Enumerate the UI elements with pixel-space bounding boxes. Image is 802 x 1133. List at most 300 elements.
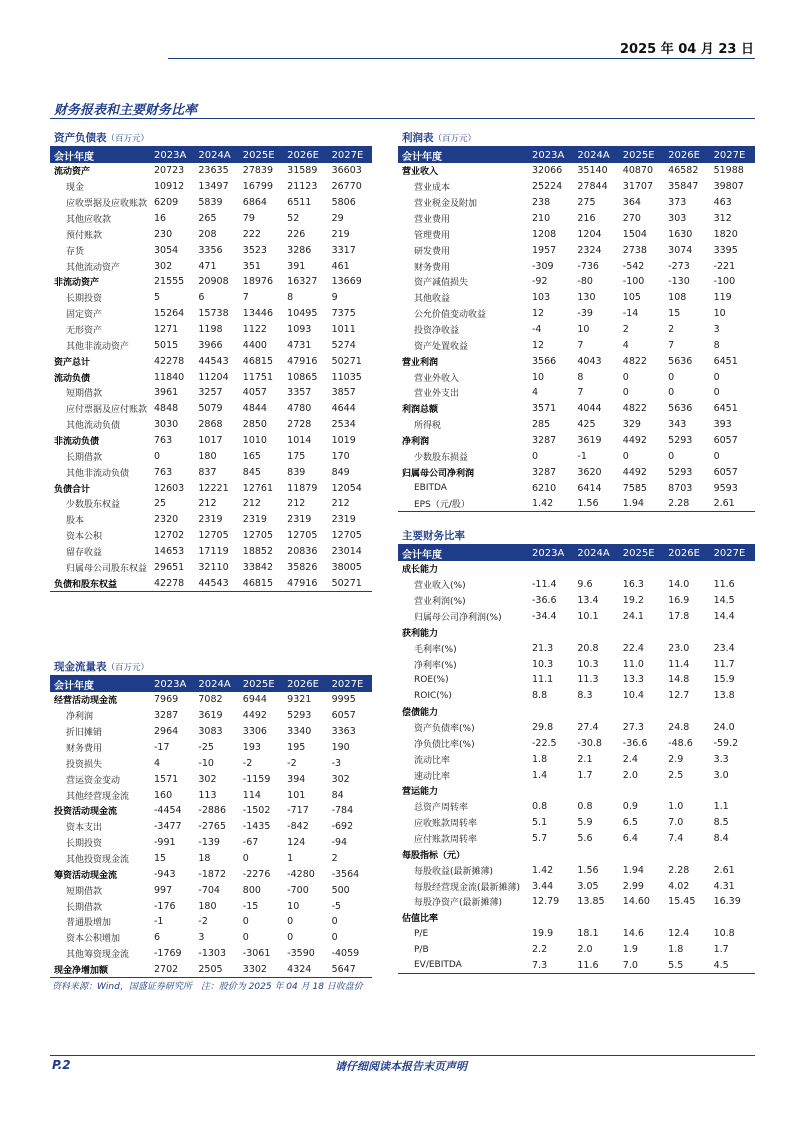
- cell-value: 29: [331, 213, 344, 224]
- cell-value: [619, 624, 664, 640]
- cell-value: -221: [713, 260, 736, 272]
- cell-value: [664, 561, 709, 577]
- cell-value: 5079: [198, 403, 223, 415]
- cell-value: 7: [668, 339, 675, 351]
- cell-value: 0.8: [577, 801, 593, 813]
- cell-value: 8.5: [713, 817, 729, 829]
- cell-value: [573, 846, 618, 862]
- row-label: 应付票据及应付账款: [66, 405, 148, 416]
- cell-value: 10: [713, 308, 726, 320]
- cell-value: 3857: [331, 387, 356, 399]
- cell-value: 105: [622, 292, 641, 304]
- cell-value: [573, 783, 618, 799]
- cell-value: -704: [198, 884, 220, 896]
- row-label: 固定资产: [66, 310, 103, 321]
- cell-value: 180: [198, 450, 217, 462]
- cell-value: [619, 704, 664, 720]
- cell-value: 2.0: [577, 944, 593, 956]
- cell-value: 12705: [198, 530, 229, 542]
- table-row: [398, 577, 755, 593]
- cell-value: 15: [668, 308, 681, 320]
- table-row: [50, 724, 372, 740]
- cell-value: -2276: [242, 868, 271, 880]
- cell-value: 3523: [242, 244, 267, 256]
- row-label: 归属母公司净利润(%): [414, 613, 502, 623]
- table-header-row: [398, 147, 755, 163]
- cell-value: [619, 910, 664, 926]
- cell-value: 3286: [287, 244, 312, 256]
- cell-value: [573, 704, 618, 720]
- cell-value: 2320: [154, 514, 179, 526]
- ratios-title-text: 主要财务比率: [402, 530, 465, 542]
- header-rule: [168, 58, 755, 59]
- cell-value: 5.1: [532, 817, 548, 829]
- cell-value: 7082: [198, 694, 223, 706]
- cell-value: [710, 910, 755, 926]
- cell-value: 7: [577, 339, 584, 351]
- cell-value: [573, 910, 618, 926]
- row-label: 财务费用: [414, 262, 451, 273]
- cell-value: 4780: [287, 403, 312, 415]
- cell-value: 6451: [713, 355, 738, 367]
- cell-value: 0: [242, 916, 249, 928]
- row-label: 流动负债: [54, 373, 91, 384]
- cell-value: 500: [331, 884, 350, 896]
- table-row: [50, 163, 372, 179]
- cell-value: -2: [198, 916, 208, 928]
- row-label: 其他流动资产: [66, 262, 121, 273]
- table-row: [50, 755, 372, 771]
- table-row: [398, 464, 755, 480]
- cell-value: -717: [287, 805, 309, 817]
- cash-flow-table: [50, 676, 372, 978]
- cell-value: -25: [198, 742, 214, 753]
- table-row: [398, 195, 755, 211]
- row-label: 每股经营现金流(最新摊薄): [414, 882, 521, 893]
- cell-value: 1.9: [622, 944, 638, 956]
- cell-value: 1019: [331, 435, 356, 447]
- cell-value: -2765: [198, 821, 226, 833]
- cell-value: 2.28: [668, 864, 690, 876]
- cell-value: 3356: [198, 244, 223, 256]
- cell-value: 9593: [713, 482, 738, 494]
- cell-value: 13497: [198, 181, 229, 193]
- cell-value: 3287: [154, 710, 179, 722]
- cell-value: -3: [331, 757, 342, 769]
- cell-value: 14.6: [622, 928, 644, 940]
- cell-value: 27839: [242, 165, 274, 177]
- row-label: 净负债比率(%): [414, 739, 475, 750]
- cell-value: 763: [154, 435, 173, 447]
- cell-value: 4731: [287, 339, 312, 351]
- cell-value: -4280: [287, 868, 315, 880]
- table-row: [398, 799, 755, 815]
- table-row: [398, 211, 755, 227]
- table-row: [50, 369, 372, 385]
- row-label: 速动比率: [414, 771, 451, 782]
- column-header-year: 2027E: [710, 147, 755, 163]
- row-label: 经营活动现金流: [54, 696, 118, 707]
- cell-value: 3340: [287, 726, 312, 738]
- cash-flow-title: [50, 659, 372, 675]
- cell-value: 6057: [713, 466, 738, 478]
- cell-value: 6414: [577, 482, 602, 494]
- row-label: 现金净增加额: [50, 962, 150, 978]
- cell-value: 1208: [532, 228, 557, 240]
- cell-value: 39807: [713, 181, 744, 193]
- row-label: 财务费用: [66, 744, 103, 754]
- cell-value: 15.45: [668, 896, 696, 908]
- cell-value: -2: [242, 757, 253, 769]
- cell-value: [664, 846, 709, 862]
- cell-value: [710, 846, 755, 862]
- column-header-year: 2023A: [150, 676, 194, 692]
- cell-value: 11751: [242, 371, 274, 383]
- cell-value: 12.7: [668, 690, 690, 702]
- table-row: [50, 819, 372, 835]
- cell-value: 4492: [622, 466, 647, 478]
- cell-value: -1159: [242, 773, 271, 785]
- balance-sheet-unit: （百万元）: [106, 134, 150, 144]
- table-row: [50, 337, 372, 353]
- table-row: [50, 771, 372, 787]
- table-row: [50, 708, 372, 724]
- cell-value: 44543: [194, 575, 238, 591]
- cell-value: -100: [713, 276, 736, 288]
- cell-value: [710, 704, 755, 720]
- cell-value: 20908: [198, 276, 229, 288]
- row-label: 应收票据及应收账款: [66, 199, 148, 210]
- balance-sheet-title-text: 资产负债表: [54, 132, 107, 144]
- cell-value: 15: [154, 853, 167, 865]
- cell-value: 1.42: [528, 496, 573, 512]
- table-row: [50, 930, 372, 946]
- cell-value: 3: [713, 324, 720, 336]
- cell-value: 6.4: [622, 833, 638, 845]
- table-row: [50, 866, 372, 882]
- cell-value: 216: [577, 213, 596, 224]
- section-title: 财务报表和主要财务比率: [54, 103, 198, 118]
- cell-value: 31589: [287, 165, 318, 177]
- row-label: 其他非流动负债: [66, 468, 130, 479]
- cell-value: 11.3: [577, 674, 599, 686]
- cell-value: 47916: [283, 575, 327, 591]
- cell-value: 12221: [198, 482, 229, 494]
- cell-value: 3.05: [577, 880, 599, 892]
- cell-value: 23.0: [668, 642, 690, 654]
- cell-value: 5293: [668, 466, 693, 478]
- row-label: P/E: [414, 928, 429, 939]
- cell-value: [619, 846, 664, 862]
- cell-value: 180: [198, 900, 217, 912]
- cell-value: 1.42: [532, 864, 554, 876]
- table-row: [50, 417, 372, 433]
- cell-value: 13.4: [577, 595, 599, 607]
- row-label: 股本: [66, 516, 85, 527]
- row-label: 营业成本: [414, 183, 451, 194]
- table-row: [398, 337, 755, 353]
- cell-value: 1.0: [668, 801, 684, 813]
- row-label: 公允价值变动收益: [414, 310, 487, 321]
- cell-value: 3620: [577, 466, 602, 478]
- cell-value: 212: [198, 498, 217, 510]
- cell-value: 9.6: [577, 579, 593, 591]
- cell-value: 839: [287, 466, 306, 478]
- cell-value: 5.5: [664, 957, 709, 973]
- cell-value: 2505: [194, 962, 238, 978]
- cell-value: 4492: [242, 710, 267, 722]
- cell-value: 302: [331, 773, 350, 785]
- cell-value: 10.3: [532, 658, 554, 670]
- cell-value: 13669: [331, 276, 362, 288]
- cell-value: 0.8: [532, 801, 548, 813]
- cell-value: 1198: [198, 324, 223, 336]
- cell-value: 1957: [532, 244, 557, 256]
- cell-value: -1303: [198, 948, 226, 960]
- cell-value: 32066: [532, 165, 563, 177]
- cell-value: 2: [668, 324, 675, 336]
- table-row: [398, 704, 755, 720]
- table-row: [398, 448, 755, 464]
- cell-value: 7969: [154, 694, 179, 706]
- table-row: [398, 957, 755, 973]
- cell-value: -36.6: [532, 595, 557, 607]
- cell-value: [573, 624, 618, 640]
- cell-value: 0: [331, 932, 338, 944]
- cell-value: 20723: [154, 165, 185, 177]
- table-row: [398, 624, 755, 640]
- cell-value: 2.28: [664, 496, 709, 512]
- cell-value: 210: [532, 213, 551, 224]
- table-row: [398, 433, 755, 449]
- cell-value: 2.61: [710, 496, 755, 512]
- cell-value: [619, 783, 664, 799]
- cell-value: -3564: [331, 868, 360, 880]
- cell-value: 14.5: [713, 595, 735, 607]
- cell-value: 10: [532, 371, 545, 383]
- cell-value: 2.61: [713, 864, 735, 876]
- cell-value: 6451: [713, 403, 738, 415]
- row-label: 无形资产: [66, 326, 103, 337]
- cell-value: 6944: [242, 694, 267, 706]
- table-row: [50, 401, 372, 417]
- row-label: 营业收入: [402, 167, 439, 178]
- cell-value: 0: [622, 387, 629, 399]
- column-header-year: 2025E: [239, 147, 283, 163]
- cell-value: [619, 561, 664, 577]
- cell-value: 27844: [577, 181, 608, 193]
- column-header-year: 2026E: [283, 676, 327, 692]
- row-label: 投资净收益: [414, 326, 460, 337]
- income-statement-title: [398, 130, 755, 146]
- cell-value: -542: [622, 260, 645, 272]
- cell-value: 5.6: [577, 833, 593, 845]
- cell-value: -991: [154, 837, 176, 849]
- table-row: [50, 946, 372, 962]
- cell-value: 3083: [198, 726, 223, 738]
- cell-value: 52: [287, 213, 300, 224]
- cell-value: 16.39: [713, 896, 741, 908]
- cell-value: 5806: [331, 197, 356, 209]
- table-row: [50, 914, 372, 930]
- cell-value: -842: [287, 821, 309, 833]
- cell-value: 11.6: [713, 579, 735, 591]
- column-header-label: 会计年度: [50, 676, 150, 692]
- column-header-year: 2023A: [150, 147, 194, 163]
- column-header-year: 2026E: [664, 147, 709, 163]
- cell-value: 2.1: [577, 753, 593, 765]
- row-label: 归属母公司净利润: [402, 468, 475, 479]
- cell-value: -4: [532, 324, 542, 336]
- cell-value: 42278: [154, 355, 185, 367]
- cell-value: 47916: [287, 355, 318, 367]
- cell-value: 9995: [331, 694, 356, 706]
- cell-value: 0: [242, 932, 249, 944]
- cell-value: 25224: [532, 181, 563, 193]
- cell-value: 3317: [331, 244, 356, 256]
- cell-value: [664, 624, 709, 640]
- row-label: 资产负债率(%): [414, 724, 475, 735]
- row-label: 营业费用: [414, 215, 451, 225]
- cell-value: 7585: [622, 482, 647, 494]
- cell-value: 16.3: [622, 579, 644, 591]
- cell-value: 16.9: [668, 595, 690, 607]
- cell-value: 3257: [198, 387, 223, 399]
- cell-value: 3306: [242, 726, 267, 738]
- cell-value: 40870: [622, 165, 654, 177]
- row-label: 其他应收款: [66, 215, 112, 225]
- table-row: [50, 258, 372, 274]
- row-label: P/B: [414, 944, 429, 955]
- cell-value: 1010: [242, 435, 267, 447]
- cell-value: 265: [198, 213, 217, 224]
- row-label: 其他非流动资产: [66, 341, 130, 352]
- cell-value: 101: [287, 789, 306, 801]
- cell-value: 35826: [287, 561, 318, 573]
- cell-value: 46582: [668, 165, 699, 177]
- cell-value: 17119: [198, 546, 229, 558]
- table-row: [398, 846, 755, 862]
- cell-value: 5293: [287, 710, 312, 722]
- table-row: [50, 195, 372, 211]
- cell-value: 4644: [331, 403, 356, 415]
- row-label: 现金: [66, 183, 85, 194]
- row-label: 非流动负债: [54, 437, 100, 448]
- row-label: 毛利率(%): [414, 644, 457, 655]
- cell-value: 270: [622, 213, 641, 224]
- cell-value: 837: [198, 466, 217, 478]
- table-row: [50, 740, 372, 756]
- table-row: [398, 561, 755, 577]
- cell-value: 3287: [532, 435, 557, 447]
- cell-value: 20836: [287, 546, 318, 558]
- cell-value: 3: [198, 932, 205, 944]
- table-row: [50, 559, 372, 575]
- cell-value: 1011: [331, 324, 356, 336]
- cell-value: 3395: [713, 244, 738, 256]
- cell-value: 1630: [668, 228, 693, 240]
- row-label: ROE(%): [414, 674, 449, 685]
- cell-value: -1769: [154, 948, 182, 960]
- cell-value: 23.4: [713, 642, 735, 654]
- cell-value: 212: [331, 498, 350, 510]
- cell-value: 12054: [331, 482, 362, 494]
- cell-value: 15738: [198, 308, 229, 320]
- cell-value: -30.8: [577, 737, 602, 749]
- table-row: [50, 787, 372, 803]
- row-label: 折旧摊销: [66, 728, 103, 739]
- cell-value: 11.0: [622, 658, 644, 670]
- cell-value: 19.9: [532, 928, 554, 940]
- table-row: [50, 226, 372, 242]
- cell-value: [710, 624, 755, 640]
- row-label: 资本公积增加: [66, 934, 121, 945]
- cell-value: [664, 910, 709, 926]
- cell-value: 391: [287, 260, 306, 272]
- cash-flow-unit: （百万元）: [106, 663, 150, 673]
- cell-value: 14.8: [668, 674, 690, 686]
- cell-value: [528, 624, 573, 640]
- cell-value: 10.1: [577, 611, 599, 622]
- cell-value: 7.0: [619, 957, 664, 973]
- row-label: 总资产周转率: [414, 803, 469, 814]
- row-label: 其他投资现金流: [66, 855, 130, 866]
- row-label: 应付账款周转率: [414, 835, 478, 846]
- table-row: [50, 898, 372, 914]
- cell-value: 11879: [287, 482, 318, 494]
- cell-value: 79: [242, 213, 255, 224]
- row-label: 研发费用: [414, 246, 451, 257]
- cell-value: 46815: [242, 355, 274, 367]
- cell-value: 351: [242, 260, 261, 272]
- cell-value: 3287: [532, 466, 557, 478]
- cell-value: 2728: [287, 419, 312, 431]
- cell-value: 0: [668, 450, 675, 462]
- footer-disclaimer: 请仔细阅读本报告末页声明: [335, 1060, 467, 1073]
- row-label: 预付账款: [66, 230, 103, 241]
- row-label: 每股净资产(最新摊薄): [414, 898, 503, 909]
- table-row: [398, 720, 755, 736]
- cell-value: -14: [622, 308, 639, 320]
- row-label: 所得税: [414, 421, 442, 432]
- cell-value: 4057: [242, 387, 267, 399]
- row-label: 存货: [66, 246, 85, 257]
- cell-value: 12: [532, 339, 545, 351]
- cell-value: 238: [532, 197, 551, 209]
- cell-value: 195: [287, 742, 306, 753]
- cell-value: 425: [577, 419, 596, 431]
- cell-value: 24.0: [713, 722, 735, 734]
- cell-value: 1571: [154, 773, 179, 785]
- cell-value: 763: [154, 466, 173, 478]
- cell-value: 329: [622, 419, 641, 431]
- cell-value: 5274: [331, 339, 356, 351]
- cell-value: 2.99: [622, 880, 644, 892]
- table-row: [398, 163, 755, 179]
- cell-value: -10: [198, 757, 214, 769]
- cell-value: -4454: [154, 805, 182, 817]
- cell-value: 4: [532, 387, 539, 399]
- cell-value: [528, 704, 573, 720]
- cell-value: 10.4: [622, 690, 644, 702]
- cell-value: 5.9: [577, 817, 593, 829]
- table-row: [50, 851, 372, 867]
- cell-value: 10.8: [713, 928, 735, 940]
- table-row: [398, 258, 755, 274]
- cell-value: [710, 783, 755, 799]
- cell-value: 0: [668, 387, 675, 399]
- table-row: [50, 274, 372, 290]
